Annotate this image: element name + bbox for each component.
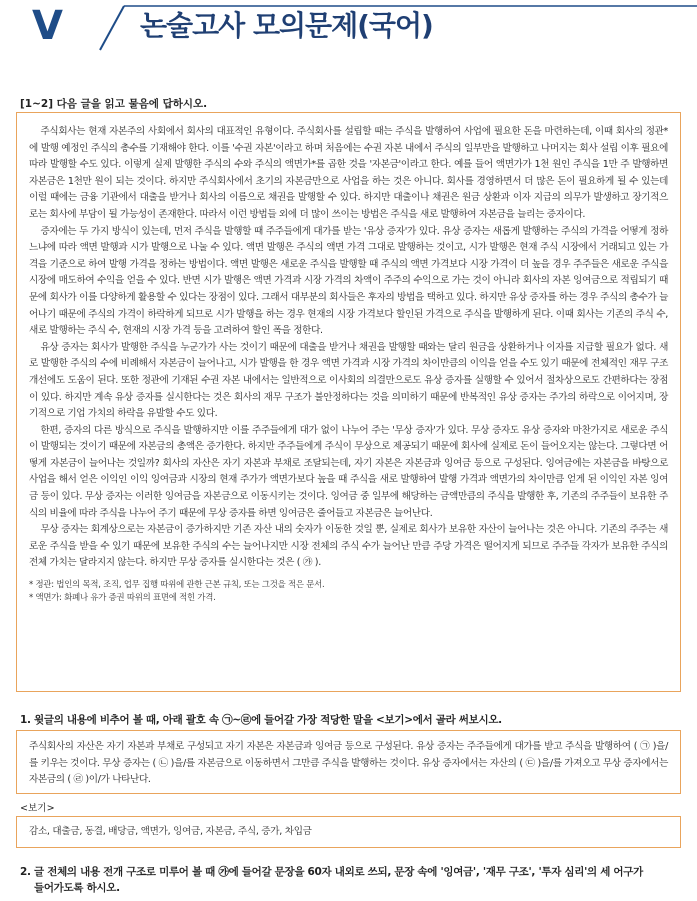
question-1-prompt: 1. 윗글의 내용에 비추어 볼 때, 아래 괄호 속 ㉠~㉣에 들어갈 가장 적당한 말을 <보기>에서 골라 써보시오. <box>20 714 502 726</box>
question-1-box <box>16 730 681 794</box>
passage-paragraph: 한편, 증자의 다른 방식으로 주식을 발행하지만 이를 주주들에게 대가 없이 나누어 주는 '무상 증자'가 있다. 무상 증자도 유상 증자와 마찬가지로 새로운 주식이 발행되는 것이기 때문에 자본금의 총액은 증가한다. 하지만 주주들에게 주식이 무상으로 제공되기 때문에 회사에 실제로 돈이 들어오지는 않는다. 그렇다면 어떻게 자본금이 늘어나는 것일까? 회사의 자산은 자기 자본과 부채로 조달되는데, 자기 자본은 자본금과 잉여금 등으로 구성된다. 잉여금에는 자본금을 바탕으로 사업을 해서 얻은 이익인 이익 잉여금과 시장의 현재 주가가 액면가보다 높을 때 주식을 새로 발행하여 발행 가격과 액면가의 차이만큼 얻게 된 이익인 자본 잉여금 등이 있다. 무상 증자는 이러한 잉여금을 자본금으로 이동시키는 것이다. 잉여금 중 일부에 해당하는 금액만큼의 주식을 발행한 후, 기존의 주주들이 보유한 주식의 비율에 따라 주식을 나누어 주기 때문에 무상 증자를 하면 잉여금은 줄어들고 자본금은 늘어난다. <box>29 424 668 519</box>
instruction-text: [1~2] 다음 글을 읽고 물음에 답하시오. <box>20 98 208 110</box>
question-1-body: 주식회사의 자산은 자기 자본과 부채로 구성되고 자기 자본은 자본금과 잉여금 등으로 구성된다. 유상 증자는 주주들에게 대가를 받고 주식을 발행하여 ( ㉠ )을/를 키우는 것이다. 무상 증자는 ( ㉡ )을/를 자본금으로 이동하면서 그만큼 주식을 발행하는 것이다. 유상 증자에서는 자산의 ( ㉢ )을/를 가져오고 무상 증자에서는 자본금의 ( ㉣ )이/가 나타난다. <box>29 741 668 786</box>
passage-paragraph: 유상 증자는 회사가 발행한 주식을 누군가가 사는 것이기 때문에 대출을 받거나 채권을 발행할 때와는 달리 원금을 상환하거나 이자를 지급할 필요가 없다. 새로 발행한 주식의 수에 비례해서 자본금이 늘어나고, 시가 발행을 한 경우 액면 가격과 시장 가격의 차이만큼의 이익을 얻을 수도 있기 때문에 전체적인 재무 구조 개선에도 도움이 된다. 또한 정관에 기재된 수권 자본 내에서는 일반적으로 이사회의 의결만으로도 유상 증자를 실행할 수 있어서 절차상으로도 간편하다는 장점이 있다. 하지만 계속 유상 증자를 실시한다는 것은 회사의 재무 구조가 불안정하다는 것을 의미하기 때문에 반복적인 유상 증자는 주가의 하락으로 이어지며, 장기적으로 기업 가치의 하락을 유발할 수도 있다. <box>29 341 668 420</box>
section-number: V <box>32 3 63 49</box>
question-2-prompt <box>20 864 680 896</box>
footnote: * 액면가: 화폐나 유가 증권 따위의 표면에 적힌 가격. <box>29 591 216 602</box>
footnotes <box>29 578 668 603</box>
question-2-line-1: 2. 글 전체의 내용 전개 구조로 미루어 볼 때 ㉮에 들어갈 문장을 60자 내외로 쓰되, 문장 속에 '잉여금', '재무 구조', '투자 심리'의 세 어구가 <box>20 866 643 878</box>
passage-paragraph: 주식회사는 현재 자본주의 사회에서 회사의 대표적인 유형이다. 주식회사를 설립할 때는 주식을 발행하여 사업에 필요한 돈을 마련하는데, 이때 회사의 정관*에 발행 예정인 주식의 총수를 기재해야 한다. 이를 '수권 자본'이라고 하며 처음에는 수권 자본 내에서 주식의 일부만을 발행하고 나머지는 회사 설립 이후 필요에 따라 발행할 수도 있다. 이렇게 실제 발행한 주식의 수와 주식의 액면가*를 곱한 것을 '자본금'이라고 한다. 예를 들어 액면가가 1천 원인 주식을 1만 주 발행하면 자본금은 1천만 원이 되는 것이다. 하지만 주식회사에서 초기의 자본금만으로 사업을 하는 것은 아니다. 회사를 경영하면서 더 많은 돈이 필요하게 될 수 있는데 이럴 때에는 금융 기관에서 대출을 받거나 회사의 이름으로 채권을 발행할 수 있다. 하지만 대출이나 채권은 원금 상환과 이자 지급의 의무가 발생하고 장기적으로는 회사에 부담이 될 가능성이 존재한다. 따라서 이런 방법들 외에 더 많이 쓰이는 방법은 주식을 새로 발행하여 자본금을 늘리는 증자이다. <box>29 126 668 220</box>
bogi-options: 감소, 대출금, 동결, 배당금, 액면가, 잉여금, 자본금, 주식, 증가, 차입금 <box>29 826 312 837</box>
page-header <box>0 0 697 70</box>
passage-paragraph: 무상 증자는 회계상으로는 자본금이 증가하지만 기존 자산 내의 숫자가 이동한 것일 뿐, 실제로 회사가 보유한 자산이 늘어나는 것은 아니다. 기존의 주주는 새로운 주식을 받을 수 있기 때문에 보유한 주식의 수는 늘어나지만 시장 전체의 주식 수가 늘어난 만큼 주당 가격은 떨어지게 되므로 주주들 각자가 보유한 주식의 전체 가치는 달라지지 않는다. 하지만 무상 증자를 실시한다는 것은 ( ㉮ ). <box>29 524 668 569</box>
question-2-line-2: 들어가도록 하시오. <box>34 882 120 894</box>
passage-box <box>16 112 681 692</box>
footnote: * 정관: 법인의 목적, 조직, 업무 집행 따위에 관한 근본 규칙, 또는 그것을 적은 문서. <box>29 579 325 590</box>
page-title: 논술고사 모의문제(국어) <box>140 9 433 42</box>
passage-text <box>29 124 668 572</box>
bogi-label: <보기> <box>20 803 55 814</box>
passage-paragraph: 증자에는 두 가지 방식이 있는데, 먼저 주식을 발행할 때 주주들에게 대가를 받는 '유상 증자'가 있다. 유상 증자는 새롭게 발행하는 주식의 가격을 어떻게 정하느냐에 따라 액면 발행과 시가 발행으로 나눌 수 있다. 액면 발행은 주식의 액면 가격 그대로 발행하는 것이고, 시가 발행은 현재 주식 시장에서 거래되고 있는 가격을 기준으로 하여 발행 가격을 정하는 방법이다. 액면 발행은 새로운 주식을 발행할 때 주식의 액면 가격보다 시장 가격이 더 높을 경우 주주들은 새로운 주식을 시장에 매도하여 수익을 얻을 수 있다. 반면 시가 발행은 액면 가격과 시장 가격의 차액이 주주의 수익으로 가는 것이 아니라 회사의 자본 잉여금으로 적립되기 때문에 회사가 이를 다양하게 활용할 수 있다는 장점이 있다. 그래서 대부분의 회사들은 후자의 방법을 택하고 있다. 하지만 유상 증자를 하는 경우 주식의 총수가 늘어나기 때문에 주식의 가격이 하락하게 되므로 시가 발행을 하는 경우 현재의 시장 가격보다 할인된 가격으로 주식을 발행하게 된다. 이때 회사는 기존의 주식 수, 새로 발행하는 주식 수, 현재의 시장 가격 등을 고려하여 할인 폭을 정한다. <box>29 225 668 337</box>
bogi-box <box>16 816 681 848</box>
